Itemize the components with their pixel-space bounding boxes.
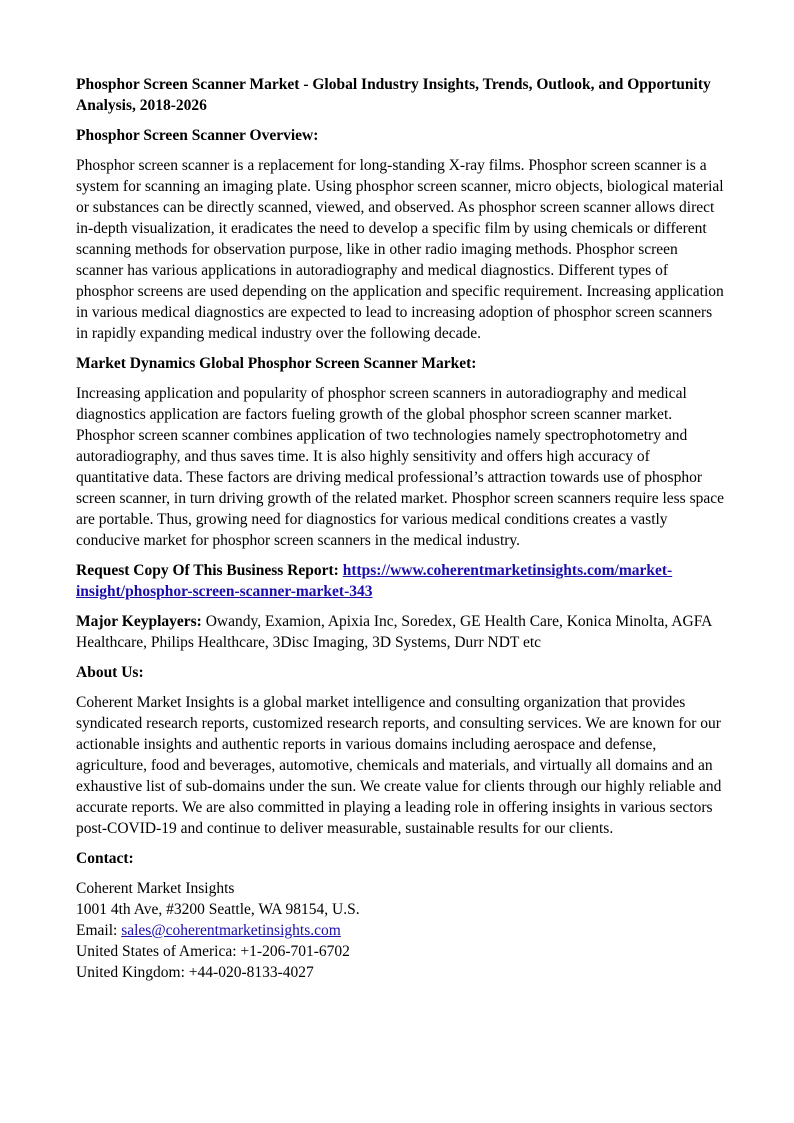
contact-uk-phone: United Kingdom: +44-020-8133-4027 [76, 964, 314, 981]
report-link[interactable]: https://www.coherentmarketinsights.com/market-insight/phosphor-screen-scanner-market-343 [76, 562, 673, 600]
contact-address: 1001 4th Ave, #3200 Seattle, WA 98154, U.S. [76, 901, 360, 918]
dynamics-paragraph: Increasing application and popularity of phosphor screen scanners in autoradiography and medical diagnostics application are factors fueling growth of the global phosphor screen scanner market. Phosphor screen scanner combines application of two technologies namely spectrophotometry and autoradiography, and thus saves time. It is also highly sensitivity and offers high accuracy of quantitative data. These factors are driving medical professional’s attraction towards use of phosphor screen scanner, in turn driving growth of the related market. Phosphor screen scanners require less space are portable. Thus, growing need for diagnostics for various medical conditions creates a vastly conducive market for phosphor screen scanners in the medical industry. [76, 385, 724, 549]
contact-company: Coherent Market Insights [76, 880, 235, 897]
overview-heading: Phosphor Screen Scanner Overview: [76, 127, 319, 144]
request-copy-line [76, 560, 726, 602]
dynamics-heading: Market Dynamics Global Phosphor Screen Scanner Market: [76, 355, 477, 372]
contact-block [76, 878, 726, 983]
about-heading: About Us: [76, 664, 144, 681]
contact-heading: Contact: [76, 850, 134, 867]
contact-email-label: Email: [76, 922, 122, 939]
overview-paragraph: Phosphor screen scanner is a replacement for long-standing X-ray films. Phosphor screen scanner is a system for scanning an imaging plate. Using phosphor screen scanner, micro objects, biological material or substances can be directly scanned, viewed, and observed. As phosphor screen scanner allows direct in-depth visualization, it eradicates the need to develop a specific film by using chemicals or different scanning methods for observation purpose, like in other radio imaging methods. Phosphor screen scanner has various applications in autoradiography and medical diagnostics. Different types of phosphor screens are used depending on the application and specific requirement. Increasing application in various medical diagnostics are expected to lead to increasing adoption of phosphor screen scanners in rapidly expanding medical industry over the following decade. [76, 157, 724, 342]
keyplayers-label: Major Keyplayers: [76, 613, 202, 630]
keyplayers-list: Owandy, Examion, Apixia Inc, Soredex, GE Health Care, Konica Minolta, AGFA Healthcare, Philips Healthcare, 3Disc Imaging, 3D Systems, Durr NDT etc [76, 613, 712, 651]
page-title: Phosphor Screen Scanner Market - Global Industry Insights, Trends, Outlook, and Opportunity Analysis, 2018-2026 [76, 76, 711, 114]
contact-email-link[interactable]: sales@coherentmarketinsights.com [121, 922, 341, 939]
contact-us-phone: United States of America: +1-206-701-6702 [76, 943, 350, 960]
contact-email-line [76, 920, 726, 941]
keyplayers-line [76, 611, 726, 653]
document-page [76, 74, 726, 983]
request-copy-label: Request Copy Of This Business Report: [76, 562, 343, 579]
about-paragraph: Coherent Market Insights is a global market intelligence and consulting organization that provides syndicated research reports, customized research reports, and consulting services. We are known for our actionable insights and authentic reports in various domains including aerospace and defense, agriculture, food and beverages, automotive, chemicals and materials, and virtually all domains and an exhaustive list of sub-domains under the sun. We create value for clients through our highly reliable and accurate reports. We are also committed in playing a leading role in offering insights in various sectors post-COVID-19 and continue to deliver measurable, sustainable results for our clients. [76, 694, 722, 837]
